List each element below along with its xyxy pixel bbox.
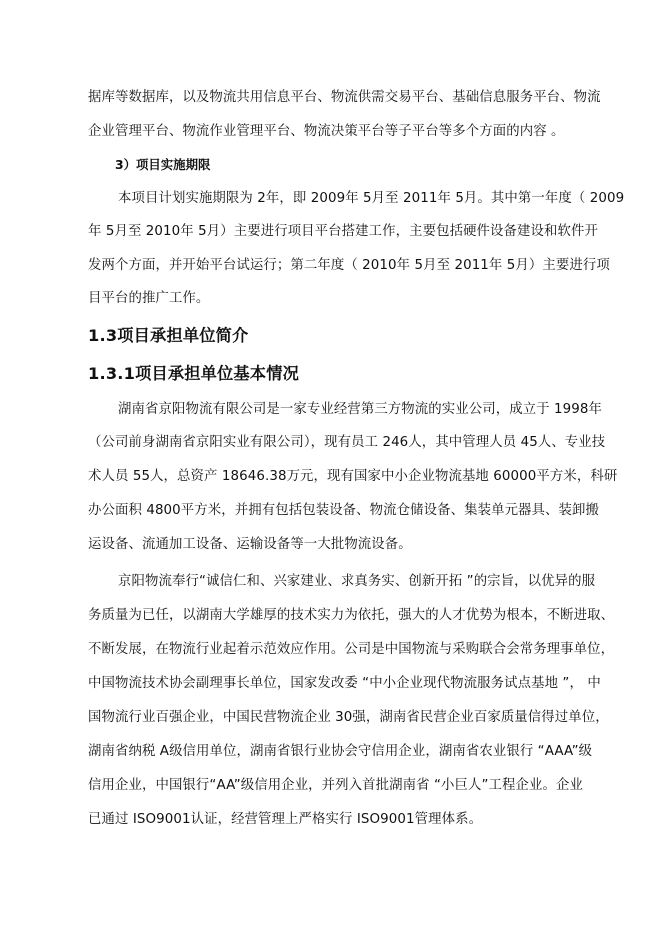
text-line: 目平台的推广工作。	[88, 291, 210, 306]
text-line: 国物流行业百强企业，中国民营物流企业 30强，湖南省民营企业百家质量信得过单位，	[88, 710, 609, 725]
text-line: 湖南省京阳物流有限公司是一家专业经营第三方物流的实业公司，成立于 1998年	[118, 402, 603, 417]
text-line: 办公面积 4800平方米，并拥有包括包装设备、物流仓储设备、集装单元器具、装卸搬	[88, 503, 600, 518]
text-line: 京阳物流奉行“诚信仁和、兴家建业、求真务实、创新开拓 ”的宗旨，以优异的服	[118, 574, 596, 589]
text-line: 信用企业，中国银行“AA”级信用企业，并列入首批湖南省 “小巨人”工程企业。企业	[88, 778, 583, 793]
subheading-implementation-period: 3）项目实施期限	[115, 157, 211, 172]
text-line: 据库等数据库，以及物流共用信息平台、物流供需交易平台、基础信息服务平台、物流	[88, 90, 601, 105]
text-line: 术人员 55人，总资产 18646.38万元，现有国家中小企业物流基地 60000平方米，科研	[88, 469, 618, 484]
text-line: 务质量为已任，以湖南大学雄厚的技术实力为依托，强大的人才优势为根本，不断进取、	[88, 608, 615, 623]
text-line: 年 5月至 2010年 5月）主要进行项目平台搭建工作，主要包括硬件设备建设和软件开	[88, 224, 598, 239]
text-line: 本项目计划实施期限为 2年，即 2009年 5月至 2011年 5月。其中第一年度（ 2009	[118, 191, 625, 206]
subsection-heading: 1.3.1项目承担单位基本情况	[88, 364, 299, 383]
text-line: （公司前身湖南省京阳实业有限公司），现有员工 246人，其中管理人员 45人、专业技	[88, 435, 606, 450]
text-line: 已通过 ISO9001认证，经营管理上严格实行 ISO9001管理体系。	[88, 812, 483, 827]
text-line: 运设备、流通加工设备、运输设备等一大批物流设备。	[88, 537, 412, 552]
text-line: 湖南省纳税 A级信用单位，湖南省银行业协会守信用企业，湖南省农业银行 “AAA”级	[88, 744, 593, 759]
text-line: 企业管理平台、物流作业管理平台、物流决策平台等子平台等多个方面的内容 。	[88, 124, 565, 139]
text-line: 不断发展，在物流行业起着示范效应作用。公司是中国物流与采购联合会常务理事单位，	[88, 642, 615, 657]
text-line: 发两个方面，并开始平台试运行；第二年度（ 2010年 5月至 2011年 5月）主要进行项	[88, 258, 610, 273]
text-line: 中国物流技术协会副理事长单位，国家发改委 “中小企业现代物流服务试点基地 ”， 中	[88, 676, 601, 691]
section-heading: 1.3项目承担单位简介	[88, 326, 249, 345]
